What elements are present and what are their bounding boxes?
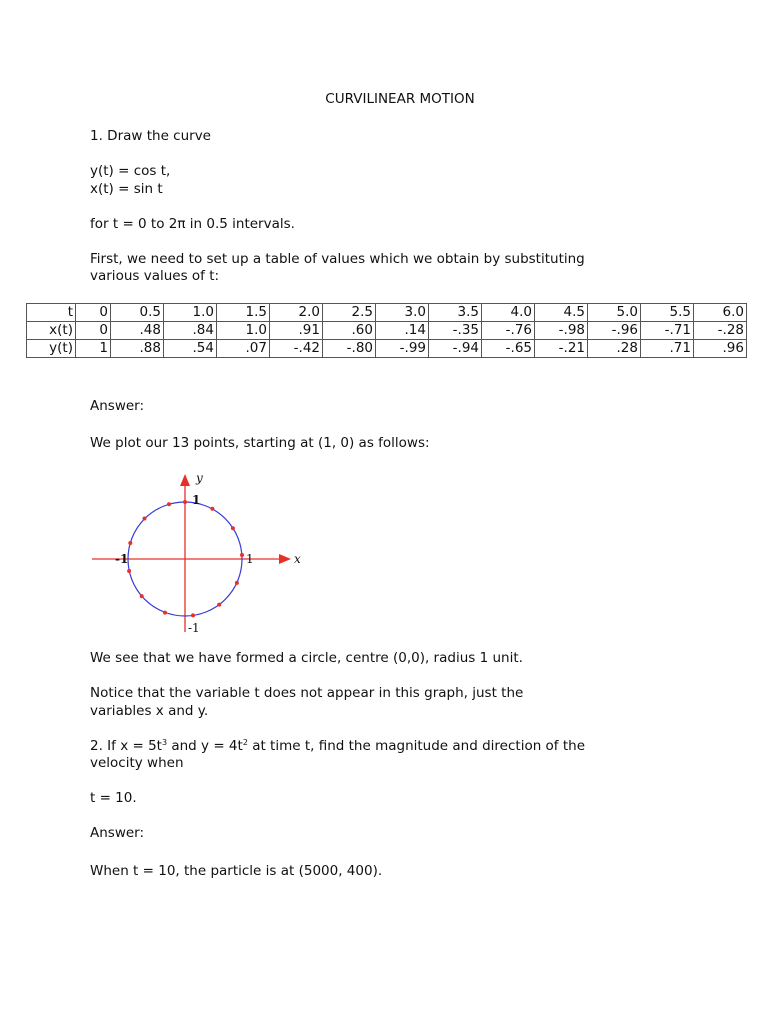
table-intro-line-2: various values of t: — [90, 268, 220, 284]
equation-x: x(t) = sin t — [90, 181, 163, 197]
table-cell: 3.0 — [376, 304, 429, 322]
table-cell: 4.5 — [535, 304, 588, 322]
data-point — [143, 517, 147, 521]
table-row — [27, 340, 747, 358]
table-cell: -.71 — [641, 322, 694, 340]
row-label: y(t) — [27, 340, 76, 358]
table-cell: -.42 — [270, 340, 323, 358]
table-cell: .28 — [588, 340, 641, 358]
circle-conclusion: We see that we have formed a circle, centre (0,0), radius 1 unit. — [90, 650, 523, 666]
table-cell: 3.5 — [429, 304, 482, 322]
table-cell: 5.5 — [641, 304, 694, 322]
question-2-line-2: velocity when — [90, 755, 184, 771]
table-cell: .88 — [111, 340, 164, 358]
x-axis-label: x — [294, 552, 301, 566]
data-point — [191, 613, 195, 617]
table-cell: .60 — [323, 322, 376, 340]
tick-label-x-pos: 1 — [246, 552, 254, 566]
table-cell: 1.0 — [217, 322, 270, 340]
table-cell: 6.0 — [694, 304, 747, 322]
table-cell: 2.5 — [323, 304, 376, 322]
equation-y: y(t) = cos t, — [90, 163, 171, 179]
tick-label-x-neg: -1 — [115, 552, 129, 566]
table-cell: 2.0 — [270, 304, 323, 322]
table-row — [27, 322, 747, 340]
table-cell: 5.0 — [588, 304, 641, 322]
exponent-2: 2 — [242, 738, 248, 747]
table-cell: -.98 — [535, 322, 588, 340]
question-1-heading: 1. Draw the curve — [90, 128, 211, 144]
table-cell: .07 — [217, 340, 270, 358]
question-2-line-1 — [90, 738, 585, 755]
range-text: for t = 0 to 2π in 0.5 intervals. — [90, 216, 295, 232]
q2-suffix: at time t, find the magnitude and direction of the — [247, 738, 586, 754]
tick-label-y-neg: -1 — [188, 621, 200, 635]
table-cell: -.65 — [482, 340, 535, 358]
table-cell: .54 — [164, 340, 217, 358]
data-point — [163, 611, 167, 615]
final-answer: When t = 10, the particle is at (5000, 400). — [90, 863, 383, 879]
table-intro-line-1: First, we need to set up a table of values which we obtain by substituting — [90, 251, 585, 267]
table-cell: 1 — [76, 340, 111, 358]
data-point — [127, 569, 131, 573]
plot-intro: We plot our 13 points, starting at (1, 0) as follows: — [90, 435, 430, 451]
table-cell: -.21 — [535, 340, 588, 358]
notice-line-1: Notice that the variable t does not appear in this graph, just the — [90, 685, 524, 701]
table-cell: .71 — [641, 340, 694, 358]
table-cell: .84 — [164, 322, 217, 340]
t-value: t = 10. — [90, 790, 137, 806]
table-cell: 0.5 — [111, 304, 164, 322]
data-point — [183, 500, 187, 504]
table-cell: -.94 — [429, 340, 482, 358]
table-cell: 0 — [76, 304, 111, 322]
table-cell: 4.0 — [482, 304, 535, 322]
answer-label-1: Answer: — [90, 398, 145, 414]
data-point — [231, 526, 235, 530]
table-cell: -.35 — [429, 322, 482, 340]
row-label: x(t) — [27, 322, 76, 340]
table-cell: -.99 — [376, 340, 429, 358]
data-point — [235, 581, 239, 585]
data-point — [167, 502, 171, 506]
table-cell: -.80 — [323, 340, 376, 358]
data-point — [217, 603, 221, 607]
q2-prefix: 2. If x = 5t — [90, 738, 162, 754]
values-table — [26, 303, 747, 358]
table-cell: 0 — [76, 322, 111, 340]
table-cell: 1.0 — [164, 304, 217, 322]
y-axis-label: y — [196, 471, 203, 485]
tick-label-y-pos: 1 — [192, 493, 201, 507]
data-point — [128, 541, 132, 545]
data-point — [210, 507, 214, 511]
q2-middle: and y = 4t — [167, 738, 243, 754]
table-cell: .14 — [376, 322, 429, 340]
table-cell: .91 — [270, 322, 323, 340]
table-cell: -.76 — [482, 322, 535, 340]
answer-label-2: Answer: — [90, 825, 145, 841]
exponent-3: 3 — [161, 738, 168, 747]
unit-circle-figure — [90, 470, 318, 638]
table-cell: 1.5 — [217, 304, 270, 322]
table-cell: .48 — [111, 322, 164, 340]
notice-line-2: variables x and y. — [90, 703, 209, 719]
table-row — [27, 304, 747, 322]
data-point — [140, 594, 144, 598]
table-cell: .96 — [694, 340, 747, 358]
row-label: t — [27, 304, 76, 322]
table-cell: -.28 — [694, 322, 747, 340]
page-title: CURVILINEAR MOTION — [325, 91, 475, 107]
data-point — [240, 553, 244, 557]
table-cell: -.96 — [588, 322, 641, 340]
